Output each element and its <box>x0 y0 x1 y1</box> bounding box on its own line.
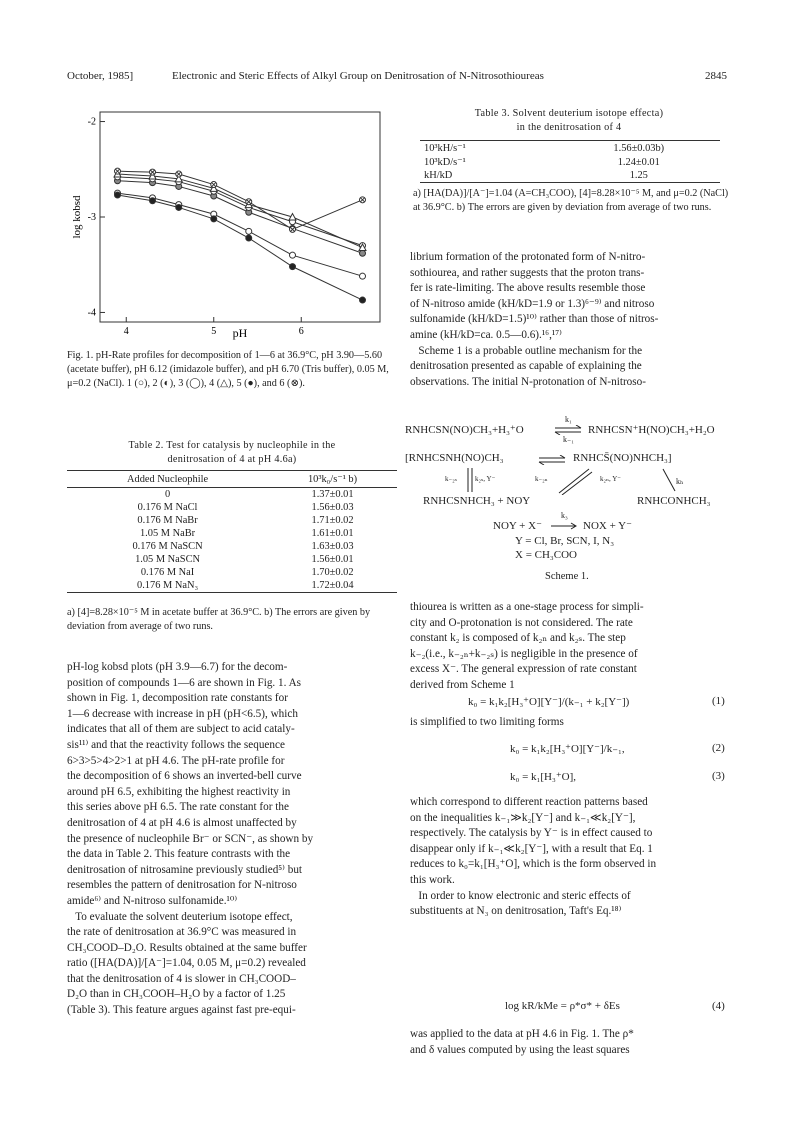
text-line: was applied to the data at pH 4.6 in Fig. 1. The ρ* <box>410 1028 634 1040</box>
body-text-right-e <box>410 1027 732 1058</box>
arrow-down-s <box>465 468 475 494</box>
text-line: position of compounds 1—6 are shown in Fig. 1. As <box>67 676 302 689</box>
scheme-step3-right: NOX + Y⁻ <box>583 520 632 532</box>
text-line: the decomposition of 6 shows an inverted-bell curve <box>67 770 302 783</box>
table-row <box>67 540 397 553</box>
figure-1-caption: Fig. 1. pH-Rate profiles for decomposition of 1—6 at 36.9°C, pH 3.90—5.60 (acetate buffer), pH 6.12 (imidazole buffer), and pH 6.70 (Tris buffer), 0.05 M, μ=0.2 (NaCl). 1 (○), 2 (◐), 3 (◯), 4 (△), 5 (●), and 6 (⊗). <box>67 350 389 389</box>
text-line: observations. The initial N-protonation of N-nitroso- <box>410 375 646 388</box>
series-line-2 <box>118 181 363 254</box>
scheme-k2s-y: k₂ₛ, Y⁻ <box>475 475 496 483</box>
arrow-diag-h <box>661 467 677 493</box>
rate-cell: 1.61±0.01 <box>311 528 354 539</box>
text-line: denitrosation presented as capable of explaining the <box>410 360 642 373</box>
data-point-series-5 <box>115 192 121 198</box>
series-line-3 <box>118 177 363 246</box>
table-row <box>67 501 397 514</box>
text-line: and δ values computed by using the least squares <box>410 1043 630 1056</box>
body-text-right-a <box>410 250 732 390</box>
text-line: denitrosation of 4 at pH 4.6 is almost unaffected by <box>67 816 297 829</box>
rate-cell: 1.72±0.04 <box>311 580 354 591</box>
text-line: k₋₂(i.e., k₋₂ₙ+k₋₂ₛ) is negligible in the presence of <box>410 647 638 660</box>
text-line: fer is rate-limiting. The above results resemble those <box>410 282 646 295</box>
equation-1: k₀ = k₁k₂[H₃⁺O][Y⁻]/(k₋₁ + k₂[Y⁻]) <box>468 696 630 708</box>
scheme-step3-left: NOY + X⁻ <box>493 520 542 532</box>
data-point-series-5 <box>176 204 182 210</box>
nucleophile-cell: 1.05 M NaBr <box>139 528 196 539</box>
text-line: In order to know electronic and steric effects of <box>410 889 631 902</box>
quantity-cell: kH/kD <box>424 170 453 181</box>
body-text-right-d <box>410 795 732 920</box>
quantity-cell: 10³kH/s⁻¹ <box>424 143 466 154</box>
text-line: the presence of nucleophile Br⁻ or SCN⁻, as shown by <box>67 832 314 845</box>
table-2-title-1: Table 2. Test for catalysis by nucleophile in the <box>128 440 336 451</box>
data-point-series-5 <box>246 235 252 241</box>
text-line: excess X⁻. The general expression of rate constant <box>410 663 637 676</box>
running-header-title: Electronic and Steric Effects of Alkyl Group on Denitrosation of N-Nitrosothioureas <box>172 70 544 82</box>
arrow-diag-n <box>553 467 593 495</box>
table-2-title-2: denitrosation of 4 at pH 4.6a) <box>167 454 297 465</box>
series-line-1 <box>118 193 363 276</box>
y-axis-label: log kobsd <box>71 195 83 239</box>
scheme-k-2n: k₋₂ₙ <box>535 475 548 483</box>
scheme-kh: kₕ <box>676 477 684 486</box>
nucleophile-cell: 1.05 M NaSCN <box>135 554 201 565</box>
text-line: pH-log kobsd plots (pH 3.9—6.7) for the decom- <box>67 661 288 673</box>
ph-rate-chart <box>60 100 400 350</box>
running-header-left: October, 1985] <box>67 70 134 82</box>
table-2-header-nucleophile: Added Nucleophile <box>127 473 209 485</box>
scheme-k3: k₃ <box>561 511 568 520</box>
resonance-arrow <box>537 455 567 465</box>
table-3 <box>420 140 720 183</box>
scheme-k-2s: k₋₂ₛ <box>445 475 457 483</box>
data-point-series-1 <box>290 252 296 258</box>
equation-4-number: (4) <box>712 1000 725 1012</box>
text-line: shown in Fig. 1, decomposition rate constants for <box>67 692 288 705</box>
scheme-k2n-y: k₂ₙ, Y⁻ <box>600 475 621 483</box>
scheme-resonance-right: RNHCS̄(NO)NHCH₃] <box>573 452 672 464</box>
table-2-header-rate: 10³k₀/s⁻¹ b) <box>307 474 358 485</box>
text-line: CH₃COOD–D₂O. Results obtained at the same buffer <box>67 941 307 954</box>
scheme-protonated: RNHCSN⁺H(NO)CH₃+H₂O <box>588 424 715 436</box>
plot-frame <box>100 112 380 322</box>
table-row <box>67 488 397 502</box>
text-line: librium formation of the protonated form of N-nitro- <box>410 251 646 263</box>
text-line: respectively. The catalysis by Y⁻ is in effect caused to <box>410 827 653 840</box>
text-line: derived from Scheme 1 <box>410 678 515 691</box>
body-text-right-c: is simplified to two limiting forms <box>410 716 564 728</box>
table-3-title-2: in the denitrosation of 4 <box>516 122 622 133</box>
rate-cell: 1.56±0.03 <box>311 502 354 513</box>
data-point-series-5 <box>150 198 156 204</box>
text-line: thiourea is written as a one-stage process for simpli- <box>410 601 644 613</box>
y-tick-label: -3 <box>87 212 96 223</box>
text-line: which correspond to different reaction patterns based <box>410 796 648 808</box>
equation-2-number: (2) <box>712 742 725 754</box>
rate-cell: 1.37±0.01 <box>311 489 354 500</box>
page-number: 2845 <box>705 70 727 82</box>
text-line: 6>3>5>4>2>1 at pH 4.6. The pH-rate profile for <box>67 754 285 767</box>
text-line: ratio ([HA(DA)]/[A⁻]=1.04, 0.05 M, μ=0.2) revealed <box>67 957 306 970</box>
text-line: the rate of denitrosation at 36.9°C was measured in <box>67 926 297 939</box>
scheme-products-b: RNHCONHCH₃ <box>637 495 711 507</box>
table-row <box>420 169 720 183</box>
table-2 <box>67 470 397 593</box>
text-line: of N-nitroso amide (kH/kD=1.9 or 1.3)⁶⁻⁹⁾ and nitroso <box>410 297 655 310</box>
nucleophile-cell: 0 <box>164 489 171 500</box>
table-row <box>67 579 397 593</box>
scheme-k-1: k₋₁ <box>563 435 575 444</box>
text-line: amine (kH/kD=ca. 0.5—0.6).¹⁶,¹⁷⁾ <box>410 328 562 341</box>
scheme-1 <box>405 415 735 590</box>
text-line: around pH 6.5, exhibiting the highest reactivity in <box>67 785 291 798</box>
data-point-series-5 <box>290 264 296 270</box>
text-line: sulfonamide (kH/kD=1.5)¹⁰⁾ rather than those of nitros- <box>410 313 659 326</box>
body-text-left <box>67 660 400 1019</box>
text-line: To evaluate the solvent deuterium isotope effect, <box>67 910 293 923</box>
scheme-resonance-left: [RNHCSNH(NO)CH₃ <box>405 452 504 464</box>
rate-cell: 1.70±0.02 <box>311 567 354 578</box>
table-row <box>67 527 397 540</box>
rate-cell: 1.56±0.01 <box>311 554 354 565</box>
x-tick-label: 6 <box>298 326 304 337</box>
text-line: D₂O than in CH₃COOH–H₂O by a factor of 1.25 <box>67 988 286 1001</box>
value-cell: 1.24±0.01 <box>617 156 660 168</box>
equation-3-number: (3) <box>712 770 725 782</box>
text-line: constant k₂ is composed of k₂ₙ and k₂ₛ. The step <box>410 632 626 645</box>
scheme-y-def: Y = Cl, Br, SCN, I, N₃ <box>515 535 615 547</box>
text-line: that the denitrosation of 4 is slower in CH₃COOD– <box>67 972 296 985</box>
table-row <box>420 155 720 169</box>
data-point-series-1 <box>246 228 252 234</box>
equilibrium-arrow-1 <box>553 425 583 435</box>
y-tick-label: -4 <box>87 307 96 319</box>
scheme-products-a: RNHCSNHCH₃ + NOY <box>423 495 531 507</box>
figure-1 <box>60 100 400 350</box>
text-line: sis¹¹⁾ and that the reactivity follows the sequence <box>67 738 285 751</box>
y-tick-label: -2 <box>87 116 96 128</box>
table-row <box>67 566 397 579</box>
equation-4: log kR/kMe = ρ*σ* + δEs <box>505 1000 620 1012</box>
rate-cell: 1.71±0.02 <box>311 515 354 526</box>
table-row <box>67 514 397 527</box>
arrow-step3 <box>549 521 579 531</box>
text-line: amide⁶⁾ and N-nitroso sulfonamide.¹⁰⁾ <box>67 894 238 907</box>
text-line: Scheme 1 is a probable outline mechanism for the <box>410 344 643 357</box>
x-tick-label: 5 <box>211 326 217 337</box>
scheme-caption: Scheme 1. <box>545 571 589 582</box>
text-line: (Table 3). This feature argues against fast pre-equi- <box>67 1004 296 1017</box>
data-point-series-5 <box>360 297 366 303</box>
text-line: this work. <box>410 873 455 886</box>
equation-2: k₀ = k₁k₂[H₃⁺O][Y⁻]/k₋₁, <box>510 743 625 755</box>
text-line: indicates that all of them are subject to acid cataly- <box>67 723 295 736</box>
scheme-reactant: RNHCSN(NO)CH₃+H₃⁺O <box>405 424 524 436</box>
value-cell: 1.25 <box>629 170 648 181</box>
text-line: the data in Table 2. This feature contrasts with the <box>67 848 291 861</box>
text-line: sothiourea, and rather suggests that the proton trans- <box>410 266 645 279</box>
scheme-k1: k₁ <box>565 415 572 424</box>
equation-3: k₀ = k₁[H₃⁺O], <box>510 771 576 783</box>
table-3-title-1: Table 3. Solvent deuterium isotope effecta) <box>474 108 664 119</box>
nucleophile-cell: 0.176 M NaCl <box>137 502 198 513</box>
x-axis-label: pH <box>232 326 248 340</box>
data-point-series-2 <box>360 250 366 256</box>
value-cell: 1.56±0.03b) <box>613 142 665 154</box>
text-line: resembles the pattern of denitrosation for N-nitroso <box>67 879 297 892</box>
text-line: this series above pH 6.5. The rate constant for the <box>67 801 289 814</box>
scheme-x-def: X = CH₃COO <box>515 549 577 561</box>
quantity-cell: 10³kD/s⁻¹ <box>424 157 466 168</box>
table-3-footnote: a) [HA(DA)]/[A⁻]=1.04 (A=CH₃COO), [4]=8.28×10⁻⁵ M, and μ=0.2 (NaCl) at 36.9°C. b) The errors are given by deviation from average of two runs. <box>413 188 729 213</box>
nucleophile-cell: 0.176 M NaI <box>140 567 195 578</box>
nucleophile-cell: 0.176 M NaBr <box>137 515 198 526</box>
text-line: denitrosation of nitrosamine previously studied⁵⁾ but <box>67 863 303 876</box>
data-point-series-5 <box>211 216 217 222</box>
body-text-right-b <box>410 600 732 694</box>
table-row <box>420 141 720 156</box>
data-point-series-1 <box>360 273 366 279</box>
series-line-5 <box>118 195 363 300</box>
table-row <box>67 553 397 566</box>
equation-1-number: (1) <box>712 695 725 707</box>
nucleophile-cell: 0.176 M NaSCN <box>132 541 203 552</box>
text-line: 1—6 decrease with increase in pH (pH<6.5), which <box>67 707 298 720</box>
x-tick-label: 4 <box>123 326 129 337</box>
rate-cell: 1.63±0.03 <box>311 541 354 552</box>
text-line: on the inequalities k₋₁≫k₂[Y⁻] and k₋₁≪k₂[Y⁻], <box>410 811 636 824</box>
text-line: reduces to k₀=k₁[H₃⁺O], which is the form observed in <box>410 858 657 871</box>
table-2-footnote: a) [4]=8.28×10⁻⁵ M in acetate buffer at 36.9°C. b) The errors are given by deviation from average of two runs. <box>67 607 371 632</box>
nucleophile-cell: 0.176 M NaN₃ <box>137 580 199 591</box>
text-line: disappear only if k₋₁≪k₂[Y⁻], with a result that Eq. 1 <box>410 842 653 855</box>
text-line: substituents at N₃ on denitrosation, Taft's Eq.¹⁸⁾ <box>410 905 622 918</box>
text-line: city and O-protonation is not considered. The rate <box>410 616 633 629</box>
